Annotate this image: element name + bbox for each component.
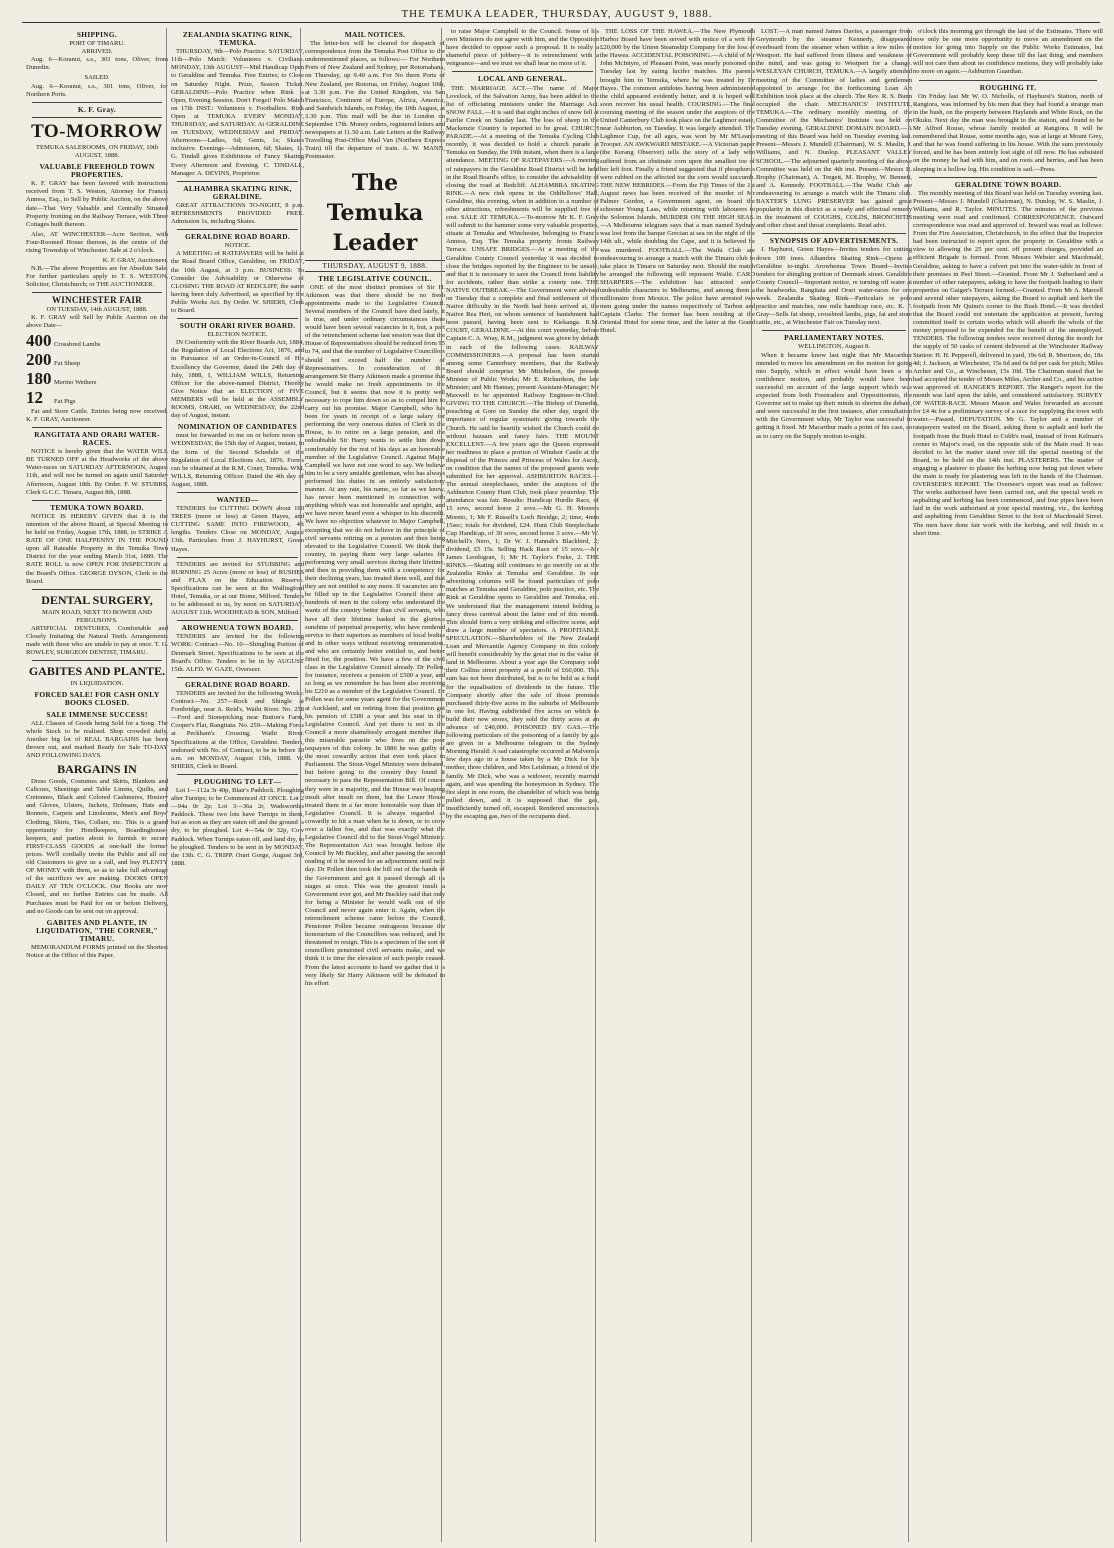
local-body: THE MARRIAGE ACT.—The name of Major Lovelock, of the Salvation Army, has been added to the list of officiating ministers under the Marriage Act. SNOW FALL.—It is said that eight inches of snow fell at Fairlie Creek on Sunday last. The loss of sheep in the Mackenzie Country is reported to be great. CHURCH PARADE.—At a meeting of the Temuka Cycling Club recently, it was decided to hold a church parade at Temuka on Sunday, the 19th instant, when there is a large attendance. MEETING OF RATEPAYERS.—A meeting of ratepayers in the Geraldine Road District will be held in the Road Board's office, to consider the advisability of closing the road at Redcliff. ALHAMBRA SKATING RINK.—A new rink opens in the Oddfellows' Hall, Geraldine, this evening, when in addition to a number of other attractions, refreshments will be supplied free of cost. SALE AT TEMUKA.—To-morrow Mr K. F. Gray will submit to the hammer some very valuable properties, situate at Temuka and Winchester, belonging to Francis Anness, Esq. The Temuka property fronts Railway Terrace. UNSAFE BRIDGES.—At a meeting of the Geraldine County Council yesterday it was decided to close the bridges reported by the Engineer to be unsafe, and that it is necessary to save the Council from liability for accidents, rather than strike a county rate. THE NATIVE OUTBREAK.—The Government were advised on Tuesday that a complete and final settlement of the Native difficulty in the North had been arrived at, the Native Rea Heri, on whom sentence of banishment had been passed, having been sent to Kiekanga. R.M. COURT, GERALDINE.—At this court yesterday, before Captain C. A. Wray, R.M., judgment was given by default in each of the following cases. RAILWAY COMMISSIONERS.—A proposal has been started among some Canterbury members, that the Railway Board should comprise Mr Mitchelson, the present Minister of Public Works; Mr E. Richardson, the late Minister; and Mr Hannay, present Assistant-Manager; Mr Maxwell to be appointed Railway Engineer-in-Chief. GIVING TO THE CHURCH.—The Bishop of Dunedin, preaching at Gore on Sunday the other day, urged the importance of regular systematic giving towards the Church. He said he heartily wished the Church could do without bazaars and fancy fairs. THE MOUNT EXCELLENT.—A few years ago the Queen expressed her readiness to place a portion of Windsor Castle at the disposal of the Princes and Princess of Wales for Ascot, on condition that the names of the proposed guests were submitted for her approval. ASHBURTON RACES.—The annual steeplechases, under the auspices of the Ashburton County Hunt Club, took place yesterday. The attendance was fair. Results: Handicap Hurdle Race, of 15 sovs, second horse 2 sovs.—Mr G. H. Moore's Moreto, 1; Mr F. Russell's Loch Breidge, 2; time, 4min 15sec; totals for dividend, £24. Hunt Club Steeplechase Cup Handicap, of 30 sovs, second horse 3 sovs.—Mr W. Mitchell's Nero, 1; Dr W. J. Hannah's Blackbird, 2; dividend, £5 15s. Selling Hack Race of 15 sovs.—Mr James Leodogran, 1; Mr H. Taylor's Freke, 2. THE RINKS.—Skating still continues to go merrily on at the Zealandia Rinks at Temuka and Geraldine. In our advertising columns will be found particulars of polo matches at Temuka and Geraldine, polo practice, etc. The Rink at Geraldine opens to Geraldine and Temuka, etc. We understand that the management intend holding a fancy dress carnival about the latter end of this month. This should form a very striking and effective scene, and draw a large number of spectators. A PROFITABLE SPECULATION.—Shareholders of the New Zealand Loan and Mercantile Agency Company in this colony will benefit considerably by the great rise in the value of land in Melbourne. About a year ago the Company sold their Collins street property at a profit of £60,000. This sum has not been distributed, but is to be held as a fund for the equalisation of dividends in the future. The Company shortly after the sale of those premises purchased thirty-five acres in the suburbs of Melbourne in one lot. Having subdivided five acres on which to build their new stores, they sold the thirty acres at an advance of £40,000. POISONED BY GAS.—The following particulars of the poisoning of a family by gas are given in a Melbourne telegram in the Sydney Morning Herald: A sad catastrophe occurred at Malvern a few days ago in a house taken by a Mr Dick for his mother, three children, and Mrs Leishman, a friend of the family. Mr Dick, who was a widower, recently married again, and was spending the honeymoon in Sydney. The fire slept in one room, the chandelier of which was being pulled down, and it is supposed that the gas, insufficiently turned off, escaped. Rendered unconscious by the escaping gas, two of the occupants died. [446,84,599,820]
divider [177,318,298,319]
alhambra-heading: ALHAMBRA SKATING RINK, GERALDINE. [183,183,292,201]
stock-label: Merino Wethers [54,378,97,386]
nomination-heading: NOMINATION OF CANDIDATES [177,422,298,432]
divider [32,292,162,293]
divider [177,774,298,775]
stock-item [26,370,168,388]
stock-count: 12 [26,387,43,407]
column-5 [595,28,759,1542]
arrived-entry: Aug. 6—Koranui, s.s., 301 tons, Oliver, from Dunedin. [26,56,168,72]
divider [177,557,298,558]
ploughing-body: Lot 1—112a 3r 40p, Blair's Paddock. Ploughing after Turnips; to be Commenced AT ONCE. Lot 2—94a 0r 2p; Lot 3—36a 2r, Wadsworth's Paddock. These two lots have Turnips in them, but as soon as they are eaten off and the ground is dry, to be ploughed. Lot 4—54a 0r 32p, Cow Paddock. When Turnips eaten off, and land dry, to be ploughed. Tenders to be sent in by MONDAY, the 13th. C. G. TRIPP. Orari Gorge, August 3rd, 1888. [171,786,304,867]
column-7 [908,28,1107,1542]
freehold-body: K. F. GRAY has been favored with instructions received from T. S. Weston, Attorney for Francis Anness, Esq., to Sell by Public Auction, on the above date—That Very Valuable and Centrally Situated Property fronting on the Railway Terrace, with Three Cottages built thereon. [26,180,168,228]
column-2 [166,28,308,1542]
council-heading: THE LEGISLATIVE COUNCIL. [318,273,432,283]
memo-notice: MEMORANDUM FORMS printed on the Shortest Notice at the Office of this Paper. [26,943,168,960]
gtb-heading: GERALDINE TOWN BOARD. [954,179,1062,189]
wanted-heading: WANTED— [216,494,259,504]
divider [919,177,1097,178]
stock-count: 200 [26,349,52,369]
parliament-heading: PARLIAMENTARY NOTES. [784,333,884,343]
gabites-heading: GABITES AND PLANTE. [28,664,166,679]
divider [177,620,298,621]
roughing-body: On Friday last Mr W. O. Nicholls, of Hayhurst's Station, north of Rangiora, was informed by his men that they had found a strange man in the bush, on the property between Haylands and White Rock, on the Okuku. Next day the man was brought to the station, and found to be Mr Alfred Rouse, whose family resided at Rangiora. It will be remembered that Rouse, some months ago, was at large at Mount Grey, and that he was found suffering in his house. With the sum previously forced, and he has been entirely lost sight of till now. He has subsisted on the money he had with him, and on roots and berries, and has been sleeping in a hollow log. His condition is sad.—Press. [913,92,1103,173]
gray-heading: K. F. Gray. [77,104,117,114]
divider [762,330,906,331]
divider [32,102,162,103]
tenders-body: TENDERS are invited for STUBBING and BURNING 25 Acres (more or less) of RUSHES and FLAX on the Education Reserve. Specifications can be seen at the Wallingford Hotel, Temuka, or at our Home, Milford. Tenders to be addressed to us, by noon on SATURDAY, AUGUST 11th. WOODHEAD & SON, Milford. [171,560,304,617]
stock-label: Fat Sheep [54,359,81,367]
divider [177,677,298,678]
orari-body: IN Conformity with the River Boards Act, 1884, the Regulation of Local Elections Act, 1876, and in Pursuance of an Order-in-Council of His Excellency the Governor, dated the 24th day of July, 1888, I, WILLIAM WILLS, Returning Officer for the above-named District, Hereby Give Notice that an ELECTION of FIVE MEMBERS will be held at the ASSEMBLY ROOMS, ORARI, on WEDNESDAY, the 22nd day of August, instant. [171,339,305,420]
col5-body: THE LOSS OF THE HAWEA.—The New Plymouth Harbor Board have been served with notice of a writ for £20,000 by the Union Steamship Company for the loss of the Hawea. ACCIDENTAL POISONING.—A child of Mr John McIntyre, of Pleasant Point, was nearly poisoned on Tuesday last by eating lucifer matches. His parents brought him to Temuka, where he was treated by Dr Hayes. The common antidotes having been administered the child appeared evidently better, and it is hoped will soon recover his usual health. COURSING.—The final coursing meeting of the season under the auspices of the United Canterbury Club took place on the Laghmor estate, near Ashburton, on Tuesday. It was largely attended. The Laghmor Cup, for all ages, was won by Mr M'Lean's Trooper. AN AWKWARD MISTAKE.—A Victorian paper (the Kerang Observer) tells the story of a lady who suffered from an obstinate corn upon the smallest toe of her left foot. Finally a friend suggested that if phosphorus were rubbed on the affected toe the corn would succumb. THE NEW HEBRIDES.—From the Fiji Times of the 1st August news has been received of the murder of Mr Palmer Gordon, a Government agent, on board the schooner Young Lass, while returning with labourers to the Solomon Islands. MURDER ON THE HIGH SEAS.—A Melbourne telegram says that a man named Sydney was lost from the barque Grecian at sea on the night of the 14th ult., while doubling the Cape, and it is believed he was murdered. FOOTBALL.—The Waihi Club are endeavouring to arrange a match with the Timaru club to take place in Timaru on Saturday next. Should the match be arranged the following will represent Waihi. CARD SHARPERS.—The exhibition has attracted some undesirable characters to Melbourne, and among them a millionaire from Mexico. The police have arrested two men going under the names respectively of Tarbon and Captain Clarke. The former has been residing at the Oriental Hotel for some time, and the latter at the Grand Hotel. [600,28,755,335]
gabites-body: ALL Classes of Goods being Sold for a Song. The whole Stock to be realised. Shop crowded daily. Another big lot of REAL BARGAINS has been thrown out, and marked Ready for Sale TO-DAY AND FOLLOWING DAYS. [26,719,168,759]
col7-top: o'clock this morning got through the last of the Estimates. There will now only be one more opportunity to move an amendment on the motion for going into Supply on the Public Works Estimates, but Government will probably keep these till the last thing, and members will not care then about no confidence motions, they will probably take no more on again.—Ashburton Guardian. [913,28,1103,76]
parliament-dateline: WELLINGTON, August 8. [797,343,871,351]
ploughing-heading: PLOUGHING TO LET— [193,776,282,786]
dental-sub: MAIN ROAD, NEXT TO BOWER AND FERGUSON'S. [42,608,152,624]
rangitata-body: NOTICE is hereby given that the WATER WILL BE TURNED OFF at the Headworks of the above Water-races on SATURDAY AFTERNOON, August 11th, and will not be turned on again until Saturday Afternoon, August 18th. By Order. F. W. STUBBS, Clerk G.C.C. Timaru, August 8th, 1888. [26,448,168,496]
geraldine-heading: GERALDINE ROAD BOARD. [184,232,291,242]
parliament-body: When it became know last night that Mr Macarthur intended to move his amendment on the motion for going into Supply, which in effect would have been a no confidence motion, and probably would have been successful on account of the large support which was expected from both Freetraders and Oppositionists, the Governor set to make up their minds to shorten the debate, and were successful in the first instance, after consultation with the Government whip, Mr Taylor was successful in getting it fixed. Mr Macarthur made a point of his case, so as to carry on the Supply motion to-night. [756,351,912,440]
mail-body: The letter-box will be cleared for despatch of correspondence from the Temuka Post Office to the undermentioned places, as follows:— For Northern Ports of New Zealand and Sydney, per Rotomahana, on Thursday, up 9.40 a.m. For No thern Ports of New Zealand, per Rotorua, on Friday, August 10th, at 3.30 p.m. For the United Kingdom, via San Francisco, Continent of Europe, Africa, America, and Sandwich Islands, on Friday, the 10th August, at 3.30 p.m. This mail will be due in London on September 17th. Money orders, registered letters and newspapers at 11.50 a.m. Late Letters at the Railway Travelling Post-Office Mail Van (Northern Express Train) till the departure of train. A. W. MANN, Postmaster. [305,40,445,161]
stock-item [26,389,168,407]
sailed-entry: Aug. 6—Koranui, s.s., 301 tons, Oliver, for Northern Ports. [26,82,168,98]
column-3 [300,28,449,1542]
zealandia-body: THURSDAY, 9th—Polo Practice. SATURDAY, 11th—Polo Match: Volunteers v. Civilians. MONDAY, 13th AUGUST—Mid Handicap Open to Geraldine and Temuka. Free Entries; to Close on Saturday Night. Prize, Season Ticket. GERALDINE—Polo Practice when Rink is Open, Evening Session. Don't Forget! Polo Match on 17th INST.: Volunteers v. Footballers. Rink Open at TEMUKA EVERY MONDAY, THURSDAY, and SATURDAY. At GERALDINE on TUESDAY, WEDNESDAY and FRIDAY. Afternoons—Ladies, 6d; Gents, 1s; Skates inclusive. Evenings—Admission, 6d; Skates, 1s. G. Tindall gives Exhibitions of Fancy Skating Every Afternoon and Evening. C. TINDALL, Manager. A. DEVINS, Proprietor. [171,48,304,177]
forced-sale: FORCED SALE! FOR CASH ONLY BOOKS CLOSED. [34,690,160,708]
fair-tail: Fat and Store Cattle. Entries being now received. K. F. GRAY, Auctioneer. [26,407,168,423]
running-head: THE TEMUKA LEADER, THURSDAY, AUGUST 9, 1888. [401,8,713,20]
column-6 [751,28,916,1542]
top-rule [22,22,1100,23]
sale-success: SALE IMMENSE SUCCESS! [46,709,148,719]
dateline: THURSDAY, AUGUST 9, 1888. [305,260,445,272]
dental-body: ARTIFICIAL DENTURES, Comfortable and Closely Imitating the Natural Teeth. Arrangements made with those who are unable to pay at once. T. G. ROWLEY, SURGEON DENTIST, TIMARU. [26,624,168,657]
stock-label: Fat Pigs [54,397,76,405]
divider [919,80,1097,81]
signature: K. F. GRAY, Auctioneer. [102,257,168,265]
divider [452,71,593,72]
divider [177,181,298,182]
gabites-signature: GABITES AND PLANTE, IN LIQUIDATION, "THE CORNER," TIMARU. [36,917,158,943]
roughing-heading: ROUGHING IT. [979,82,1037,92]
port-heading: PORT OF TIMARU. [69,40,125,48]
tomorrow-sub: TEMUKA SALEROOMS, ON FRIDAY, 10th AUGUST, 1888. [35,143,158,159]
stock-item [26,351,168,369]
fair-date: ON TUESDAY, 14th AUGUST, 1888. [46,305,148,313]
divider [177,229,298,230]
temuka-board-heading: TEMUKA TOWN BOARD. [50,502,144,512]
geraldine-body: A MEETING of RATEPAYERS will be held at the Road Board Office, Geraldine, on FRIDAY, the 10th August, at 3 p.m. BUSINESS: To Consider the Advisability or Otherwise of CLOSING THE ROAD AT REDCLIFF, the same having been duly Advertised, as specified by the Public Works Act. By Order. W. SHIERS, Clerk to Board. [171,250,304,314]
winchester-body: Also, AT WINCHESTER—Acre Section, with Four-Roomed House thereon, in the centre of the rising Township of Winchester. Sale at 2 o'clock. [26,230,168,254]
wanted-body: TENDERS for CUTTING DOWN about 100 TREES (more or less) at Green Hayes, and CUTTING SAME INTO FIREWOOD, 4ft lengths. Tenders Close on MONDAY, August 13th. Particulars from J. HAYHURST, Green Hayes. [171,505,304,553]
synopsis-heading: SYNOPSIS OF ADVERTISEMENTS. [769,236,899,246]
geraldine-notice: NOTICE. [224,242,251,250]
geraldine2-body: TENDERS are invited for the following Works: Contract—No. 257—Rock and Shingle at Footbridge, near A. Reid's, Waihi River. No. 258—Ford and Stonepicking near Button's Farm, Cooper's Flat, Rangitata. No. 259—Making Fords at Peckham's Crossing, Waihi River. Specifications at the Office, Geraldine. Tenders, endorsed with No. of Contract, to be in before 10 a.m. on MONDAY, August 13th, 1888. W. SHIERS, Clerk to Board. [171,689,304,770]
nb-note: N.B.—The above Properties are for Absolute Sale. For further particulars apply to T. S. WESTON, Solicitor, Christchurch; or THE AUCTIONEER. [26,265,168,289]
gabites-sub: IN LIQUIDATION. [70,680,124,688]
bargains-body: Dress Goods, Costumes and Skirts, Blankets and Calicoes, Sheetings and Table Linens, Quilts, and Cretonnes, Black and Colored Cashmeres, Hosiery and Gloves, Ulsters, Jackets, Dolmans, Hats and Bonnets, Carpets and Linoleums, Men's and Boys' Clothing, Shirts, Ties, Collars, etc. This is a grand opportunity for Hotelkeepers, Boardinghouse-keepers, and parties about to furnish to secure FIRST-CLASS GOODS at one-half the former prices. We'll cordially invite the Public and all our old Customers to give us a call, and buy PLENTY OF MONEY with them, so as to take full advantage of the sacrifices we are making. DOORS OPEN DAILY AT TEN O'CLOCK. Our Books are now Closed, and no further Entries can be made. All Purchases must be Paid for on or before Delivery, and no Goods can be sent out on approval. [26,778,168,915]
nomination-body: must be forwarded to me on or before noon on WEDNESDAY, the 15th day of August, instant, in the form of the Second Schedule of the Regulation of Local Elections Act, 1876. Forms can be obtained at the R.M. Court, Temuka. WM. WILLS, Returning Officer. Dated the 4th day of August, 1888. [171,432,304,488]
stock-count: 400 [26,330,52,350]
tomorrow-title: TO-MORROW [31,120,163,142]
sailed-label: SAILED. [84,74,110,82]
council-continued: to raise Major Campbell to the Council. Some of his own Ministers do not agree with him, and the Opposition have decided to oppose such a proposal. It is really a shameful piece of jobbery—it is retrenchment with a vengeance—and we trust we shall hear no more of it. [446,28,599,68]
fair-body: K. F. GRAY will Sell by Public Auction on the above Date— [26,313,168,329]
divider [32,660,162,661]
stock-count: 180 [26,368,52,388]
divider [32,117,162,118]
divider [32,500,162,501]
alhambra-body: GREAT ATTRACTIONS TO-NIGHT, 8 p.m. REFRESHMENTS PROVIDED FREE. Admission 1s, including Skates. [171,201,304,226]
zealandia-heading: ZEALANDIA SKATING RINK, TEMUKA. [182,30,293,48]
divider [762,233,906,234]
mail-heading: MAIL NOTICES. [344,30,406,39]
shipping-heading: SHIPPING. [76,30,118,39]
synopsis-body: J. Hayhurst, Green Hayes—Invites tenders for cutting down 100 trees. Alhambra Skating Rink—Opens at Geraldine to-night. Arowhenua Town Board—Invites tenders for shingling portion of Denmark street. Geraldine County Council—Important notice, re turning off water at the headworks. Rangitata and Orari water-races for one week. Zealandia Skating Rink—Particulars re polo practice and matches, one mile handicap race, etc. K. F. Gray—Sells fat sheep, crossbred lambs, pigs, fat and store cattle, etc., at Winchester Fair on Tuesday next. [756,246,912,327]
arowhenua-heading: AROWHENUA TOWN BOARD. [181,623,294,633]
temuka-board-body: NOTICE IS HEREBY GIVEN that it is the intention of the above Board, at Special Meeting to be held on Friday, August 17th, 1888, to STRIKE A RATE OF ONE HALFPENNY IN THE POUND upon all Rateable Property in the Temuka Town District for the year ending March 31st, 1889. The RATE ROLL is now OPEN FOR INSPECTION at the Board's Office. GEORGE DYSON, Clerk to the Board. [26,512,168,585]
divider [32,427,162,428]
bargains-heading: BARGAINS IN [57,762,137,777]
newspaper-flag: The Temuka Leader [326,169,424,256]
column-4 [441,28,603,1542]
column-1 [22,28,172,1542]
arrived-label: ARRIVED. [81,48,113,56]
orari-heading: SOUTH ORARI RIVER BOARD. [179,321,296,331]
dental-heading: DENTAL SURGERY, [41,592,153,607]
rangitata-heading: RANGITATA AND ORARI WATER-RACES. [34,430,160,448]
fair-heading: WINCHESTER FAIR [51,295,143,306]
freehold-heading: VALUABLE FREEHOLD TOWN PROPERTIES. [39,162,155,180]
divider [32,589,162,590]
geraldine2-heading: GERALDINE ROAD BOARD. [184,679,291,689]
arowhenua-body: TENDERS are invited for the following WORK: Contract—No. 10—Shingling Portion of Denmark Street. Specifications to be seen at the Board's Office. Tenders to be in by AUGUST 15th. ALFD. W. GAZE, Overseer. [171,633,304,673]
stock-item [26,332,168,350]
col6-body: LOST.—A man named James Davies, a passenger from Greymouth by the steamer Kennedy, disappeared overboard from the steamer when within a few miles of Westport. He had suffered from illness and weakness of the mind, and was going to Westport for a change. WESLEYAN CHURCH, TEMUKA.—A largely attended meeting of the Committee of ladies and gentlemen appointed to arrange for the forthcoming Loan Art Exhibition took place at the church. The Rev. R. S. Bunn occupied the chair. MECHANICS' INSTITUTE, TEMUKA.—The ordinary monthly meeting of the Committee of the Mechanics' Institute was held on Tuesday evening. GERALDINE DOMAIN BOARD.—A meeting of this Board was held on Tuesday evening last. Present—Messrs J. Mundell (Chairman), W. S. Maslin, J. Williams, and N. Dunlop. PLEASANT VALLEY SCHOOL.—The adjourned quarterly meeting of the above Committee was held on the 4th inst. Present—Messrs R. Brophy (Chairman), A. Tregett, M. Brophy, W. Bennett, and A. Kennedy. FOOTBALL.—The Waihi Club are endeavouring to arrange a match with the Timaru club. BAXTER'S LUNG PRESERVER has gained great popularity in this district as a ready and effectual remedy in the treatment of COUGHS, COLDS, BRONCHITIS and other chest and throat complaints. Read advt. [756,28,912,230]
divider [177,492,298,493]
stock-label: Crossbred Lambs [54,340,101,348]
council-body: ONE of the most distinct promises of Sir H. Atkinson was that there should be no fresh appointments made to the Legislative Council. Several members of the Council have died lately, it is true, and under ordinary circumstances there would have been several vacancies in it, but, a part of the retrenchment scheme last session was that the House of Representatives should be reduced from 95 to 74, and that the number of Legislative Councillors should not exceed half the number of Representatives. In consideration of this arrangement Sir Harry Atkinson made a promise that he would make no fresh appointments to the Council, but it seems that now it is pretty well necessary to rope him down so as to compel him to carry out his promise. Major Campbell, who has been for years in receipt of a large salary for performing the very onerous duties of Clerk to the House, is to retire on a large pension, and the redoubtable Sir Harry wants to settle him down comfortably for the rest of his days as an honorable member of the Legislative Council. Against Major Campbell we have not one word to say. We believe him to be a very amiable gentleman, who has always performed his duties in an entirely satisfactory manner. At any rate, his name, so far as we know, has never been mentioned in connection with anything which was not honorable and upright, and we have never heard even a whisper to his discredit. We have no objection whatever to Major Campbell, excepting that we do not believe in the principle of civil servants retiring on a pension and then being elevated to the Legislative Council. We think their country, in paying them very large salaries for performing very small services during their lifetime, and then in providing them with a competency for their declining years, has treated them well, and that they are not entitled to any more. If vacancies are to be filled up in the Legislative Council there are hundreds of men in the colony who understand the wants of the country better than civil servants, who have all their lifetime basked in the glorious sunshine of perpetual prosperity, who have rendered service to their superiors as members of local bodies and in other ways without receiving remuneration, and who are certainly better entitled to, and better fitted for, the position. We have a few of the civil class in the Legislative Council already. Dr Pollen, for instance, receives a pension of £500 a year, and so long as we remember he has been also receiving his £210 as a member of the Legislative Council. Dr Pollen was for some years agent for the Government at Auckland, and on retiring from that position got his pension of £500 a year and his seat in the Legislative Council. And yet there is not in the Council a more shamelessly arrogant member than this miserable parasite who lives on the poor taxpayers of this colony. In 1886 he was guilty of the most cowardly action that ever took place in Parliament. The Stout-Vogel Ministry were defeated, but before going to the country they found it necessary to pass the Representation Bill. Of course they were in a majority, and the House was heaping insult after insult on them, but the Lower House treated them in a far more honorable way than the Legislative Council. It is always regarded as cowardly to hit a man when he is down, or to crow over a fallen foe, and that was exactly what the Legislative Council did to the Stout-Vogel Ministry. The Representation Act was brought before the Council by Mr Buckley, and after passing the second reading of it he moved for an adjournment until next day. Dr Pollen then took the bill out of the hands of the Government and got it passed through all its stages at once. This was the greatest insult a Government ever got, and Mr Buckley said that only for being a Minister he would walk out of the Council and never again enter it. Again, when the retrenchment scheme came before the Council, Pensioner Pollen became outrageous because the honorarium of the Councillors was reduced, and he threatened to resign. This is a specimen of the sort of councillors pensioned civil servants make, and we think it is time the elevation of such people ceased. From the latest accounts to hand we gather that it is very likely Sir Harry Atkinson will be defeated in his effort [305,283,445,987]
local-heading: LOCAL AND GENERAL. [478,74,567,84]
orari-sub: ELECTION NOTICE. [207,331,268,339]
gtb-body: The monthly meeting of this Board was held on Tuesday evening last. Present—Messrs J. Mundell (Chairman), N. Dunlop, W. S. Maslin, J. Williams, and R. Taylor. MINUTES. The minutes of the previous meeting were read and confirmed. CORRESPONDENCE. Outward correspondence was read and approved of. Inward was read as follows: From the Fire Association, Christchurch, to the effect that the Inspector had been instructed to report upon the property in Geraldine with a view to allowing the 25 per cent. off present charges, provided an efficient Brigade is formed. From Messrs Webster and Macdonald, Geraldine, asking to have a culvert put into the water-table in front of their premises in Peel Street.—Granted. From Mr J. Sutherland and a number of other ratepayers, asking to have the footpath leading to their properties on Gaiger's Terrace formed.—Granted. From Mr A. Marcell and several other ratepayers, asking the Board to asphalt and kerb the footpath from Mr Quinn's corner to the Bush Hotel.—It was decided that the Board could not entertain the application at present, having committed itself to certain works which will absorb the whole of the money proposed to be expended for the benefit of the unemployed. TENDERS. The following tenders were received during the month for the supply of 50 casks of cement delivered at the Winchester Railway Station: H. H. Pepperell, delivered in yard, 19s 6d; R. Morrison, do, 18s 4d; J. Jackson, at Winchester, 15s 6d and 6s 6d per cask for pitch; Miles Archer and Co., at Winchester, 15s 10d. The Chairman stated that he had accepted the tender of Messrs Miles, Archer and Co., and his action was approved of. RANGER'S REPORT. The Ranger's report for the month was laid upon the table, and considered satisfactory. SURVEY OF WATER-RACE. Messrs Mason and Wales forwarded an account for £4 4s for a preliminary survey of a race for supplying the town with water.—Passed. DEPUTATION. Mr G. Taylor and a number of ratepayers waited on the Board, asking them to asphalt and kerb the footpath from the Bush Hotel to Cobb's road, instead of from Kelman's corner to Major's road, on the opposite side of the Main road. It was decided to let the matter stand over till the special meeting of the Board, to be held on the 14th inst. PLASTERERS. The matter of engaging a plasterer to plaster the kerbing now being put down where the main is ready for plastering was left in the hands of the Chairman. OVERSEER'S REPORT. The Overseer's report was read as follows: The works authorised have been carried out, and the special work re asphalting and kerbing has been commenced, and four pipes have been laid in the work authorised at your special meeting, viz., the kerbing and asphalting from Geraldine Street to the foot of Macdonald Street. The men have done fair work with the kerbing, and will finish in a short time. [913,189,1103,537]
